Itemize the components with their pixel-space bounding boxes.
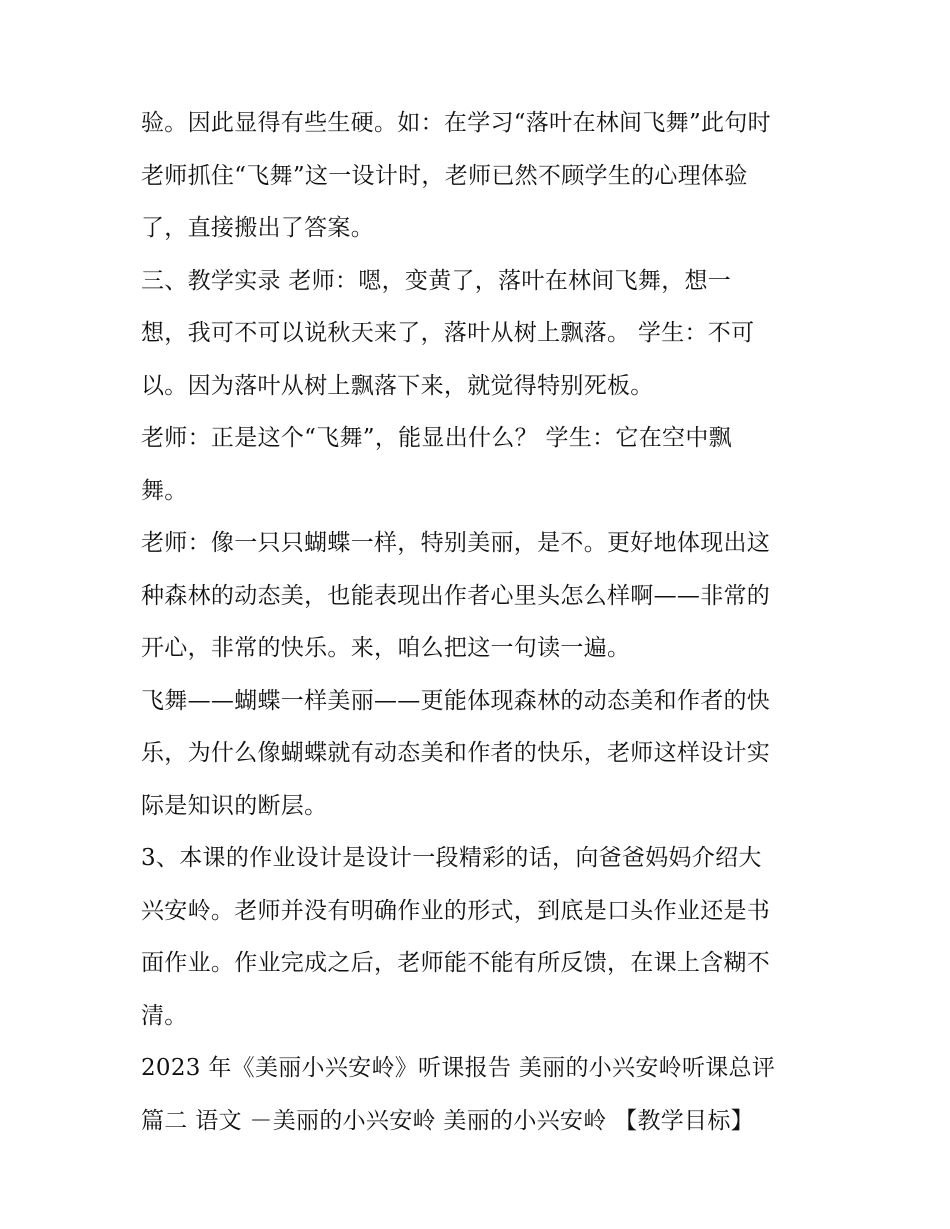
document-page [141,110,821,1160]
text-line: 验。因此显得有些生硬。如：在学习“落叶在林间飞舞”此句时 [141,110,771,136]
text-line: 际是知识的断层。 [141,792,328,819]
text-line: 飞舞——蝴蝶一样美丽——更能体现森林的动态美和作者的快 [141,687,771,714]
text-line: 面作业。作业完成之后，老师能不能有所反馈，在课上含糊不 [141,950,771,976]
text-line: 以。因为落叶从树上飘落下来，就觉得特别死板。 [141,372,654,399]
text-line: 乐，为什么像蝴蝶就有动态美和作者的快乐，老师这样设计实 [141,740,771,766]
text-line: 舞。 [141,477,188,504]
text-line: 了，直接搬出了答案。 [141,215,374,241]
text-line: 想，我可不可以说秋天来了，落叶从树上飘落。 学生：不可 [141,320,755,346]
text-line: 2023 年《美丽小兴安岭》听课报告 美丽的小兴安岭听课总评 [141,1055,776,1081]
text-line: 种森林的动态美，也能表现出作者心里头怎么样啊——非常的 [141,582,771,609]
text-line: 老师：像一只只蝴蝶一样，特别美丽，是不。更好地体现出这 [141,530,771,556]
text-line: 兴安岭。老师并没有明确作业的形式，到底是口头作业还是书 [141,897,771,924]
text-line: 老师抓住“飞舞”这一设计时，老师已然不顾学生的心理体验 [141,162,748,189]
text-line: 老师：正是这个“飞舞”，能显出什么？ 学生：它在空中飘 [141,425,732,451]
text-line: 开心，非常的快乐。来，咱么把这一句读一遍。 [141,635,631,661]
text-line: 三、教学实录 老师：嗯，变黄了，落叶在林间飞舞，想一 [141,267,732,294]
text-line: 篇二 语文 －美丽的小兴安岭 美丽的小兴安岭 【教学目标】 [141,1107,754,1134]
text-line: 3、本课的作业设计是设计一段精彩的话，向爸爸妈妈介绍大 [141,845,762,871]
text-line: 清。 [141,1002,188,1029]
